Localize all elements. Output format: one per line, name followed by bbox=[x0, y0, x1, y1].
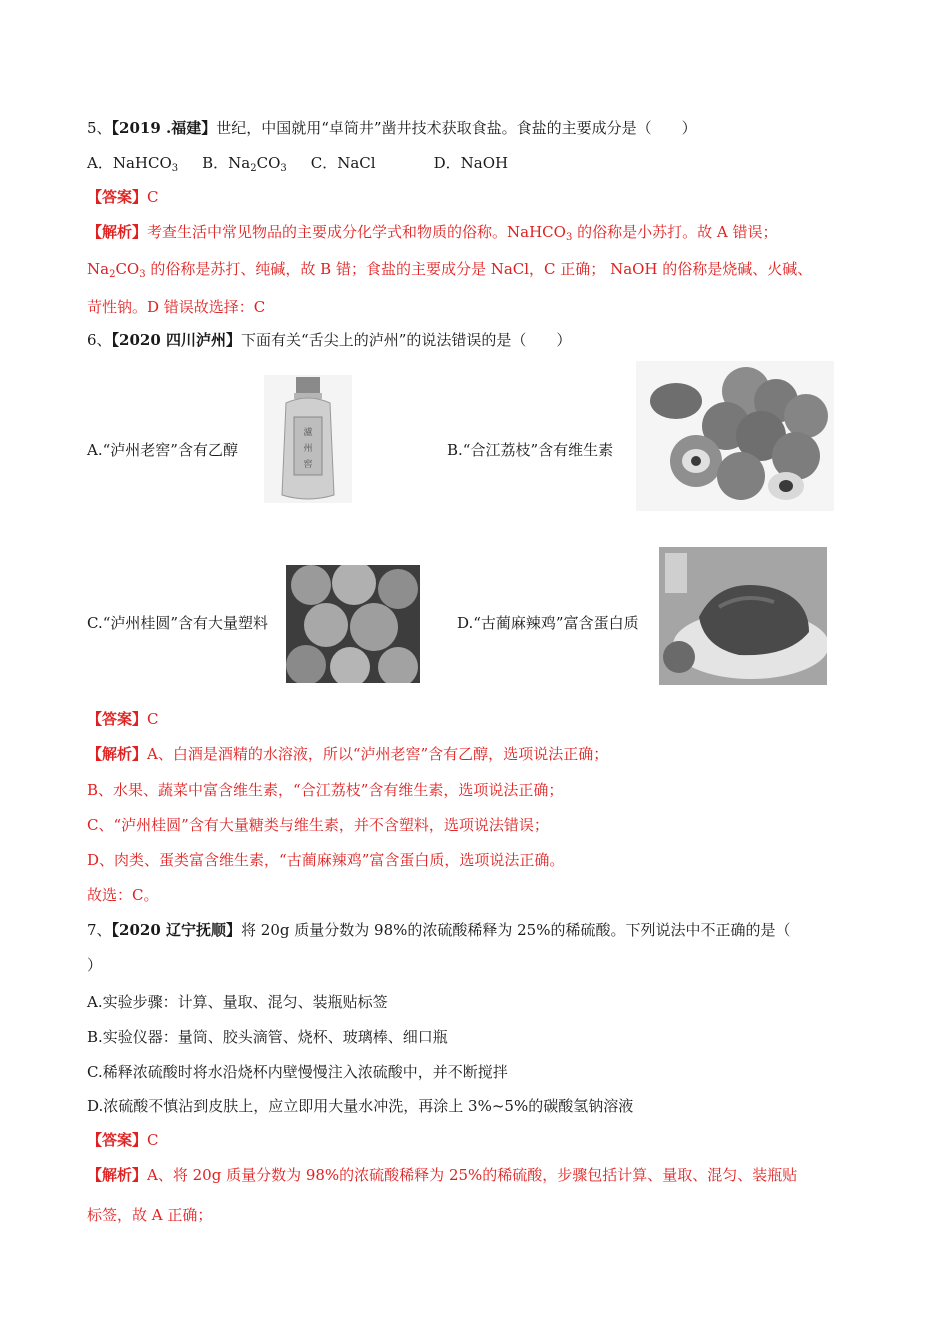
q6-answer bbox=[87, 712, 159, 727]
q7-source: 【2020 辽宁抚顺】 bbox=[111, 921, 242, 939]
q7-analysis-label: 【解析】 bbox=[87, 1166, 148, 1184]
q5-analysis-line-1: 【解析】考查生活中常见物品的主要成分化学式和物质的俗称。NaHCO$_3$ 的俗称是小苏打。故 A 错误； bbox=[87, 223, 778, 243]
q5-analysis-line-2: $Na_2CO_3$ 的俗称是苏打、纯碱，故 B 错；食盐的主要成分是 NaCl，C 正确； NaOH 的俗称是烧碱、火碱、 bbox=[87, 260, 813, 280]
q6-conclusion: 故选：C。 bbox=[87, 886, 159, 904]
q6-number: 6、 bbox=[87, 331, 112, 349]
q7-answer bbox=[87, 1133, 159, 1148]
chicken-photo bbox=[659, 547, 827, 685]
q5-stem bbox=[87, 121, 697, 136]
q7-option-d: D.浓硫酸不慎沾到皮肤上，应立即用大量水冲洗，再涂上 3%~5%的碳酸氢钠溶液 bbox=[87, 1097, 634, 1115]
q5-answer bbox=[87, 190, 159, 205]
q6-option-c: C.“泸州桂圆”含有大量塑料 bbox=[87, 614, 269, 632]
q6-option-d: D.“古蔺麻辣鸡”富含蛋白质 bbox=[457, 614, 639, 632]
q6-stem-text: 下面有关“舌尖上的泸州”的说法错误的是（ ） bbox=[241, 331, 572, 349]
svg-text:瀘: 瀘 bbox=[303, 428, 313, 438]
q7-option-b: B.实验仪器：量筒、胶头滴管、烧杯、玻璃棒、细口瓶 bbox=[87, 1028, 448, 1046]
svg-text:州: 州 bbox=[303, 444, 313, 454]
q5-option-a: A．NaHCO$_3$ bbox=[87, 154, 179, 174]
q5-option-d: D．NaOH bbox=[433, 154, 509, 172]
q5-option-b: B．$Na_2CO_3$ bbox=[202, 154, 287, 174]
lychee-photo bbox=[636, 361, 834, 511]
q5-stem-text: 世纪，中国就用“卓筒井”凿井技术获取食盐。食盐的主要成分是（ ） bbox=[216, 119, 697, 137]
q7-option-c: C.稀释浓硫酸时将水沿烧杯内壁慢慢注入浓硫酸中，并不断搅拌 bbox=[87, 1063, 508, 1081]
q5-answer-value: C bbox=[147, 188, 159, 206]
q7-analysis-line-1: 【解析】A、将 20g 质量分数为 98%的浓硫酸稀释为 25%的稀硫酸，步骤包括计算、量取、混匀、装瓶贴 bbox=[87, 1166, 798, 1184]
q6-source: 【2020 四川泸州】 bbox=[111, 331, 242, 349]
q6-analysis-line-4: D、肉类、蛋类富含维生素，“古蔺麻辣鸡”富含蛋白质，选项说法正确。 bbox=[87, 851, 565, 869]
q7-answer-label: 【答案】 bbox=[87, 1131, 148, 1149]
bottle-photo bbox=[264, 375, 352, 503]
q5-answer-label: 【答案】 bbox=[87, 188, 148, 206]
q5-option-c: C．NaCl bbox=[310, 154, 376, 172]
q5-analysis-line-3: 苛性钠。D 错误故选择：C bbox=[87, 298, 266, 316]
q7-stem-end: ） bbox=[87, 956, 103, 974]
q6-analysis-line-2: B、水果、蔬菜中富含维生素，“合江荔枝”含有维生素，选项说法正确； bbox=[87, 781, 564, 799]
q5-analysis-label: 【解析】 bbox=[87, 223, 148, 241]
q5-number: 5、 bbox=[87, 119, 112, 137]
q6-answer-value: C bbox=[147, 710, 159, 728]
svg-text:窖: 窖 bbox=[303, 460, 313, 470]
q7-analysis-line-2: 标签，故 A 正确； bbox=[87, 1206, 213, 1224]
q5-options bbox=[87, 156, 508, 174]
q7-option-a: A.实验步骤：计算、量取、混匀、装瓶贴标签 bbox=[87, 993, 388, 1011]
q6-option-a: A.“泸州老窖”含有乙醇 bbox=[87, 441, 238, 459]
q6-answer-label: 【答案】 bbox=[87, 710, 148, 728]
q7-stem bbox=[87, 923, 790, 938]
longan-photo bbox=[286, 565, 420, 683]
q6-option-b: B.“合江荔枝”含有维生素 bbox=[447, 441, 614, 459]
q6-stem bbox=[87, 333, 571, 348]
q7-stem-text: 将 20g 质量分数为 98%的浓硫酸稀释为 25%的稀硫酸。下列说法中不正确的是（ bbox=[241, 921, 791, 939]
q7-number: 7、 bbox=[87, 921, 112, 939]
q6-analysis-line-3: C、“泸州桂圆”含有大量糖类与维生素，并不含塑料，选项说法错误； bbox=[87, 816, 549, 834]
q7-answer-value: C bbox=[147, 1131, 159, 1149]
q6-analysis-label: 【解析】 bbox=[87, 745, 148, 763]
q6-analysis-line-1: 【解析】A、白酒是酒精的水溶液，所以“泸州老窖”含有乙醇，选项说法正确； bbox=[87, 745, 609, 763]
q5-source: 【2019 .福建】 bbox=[111, 119, 217, 137]
